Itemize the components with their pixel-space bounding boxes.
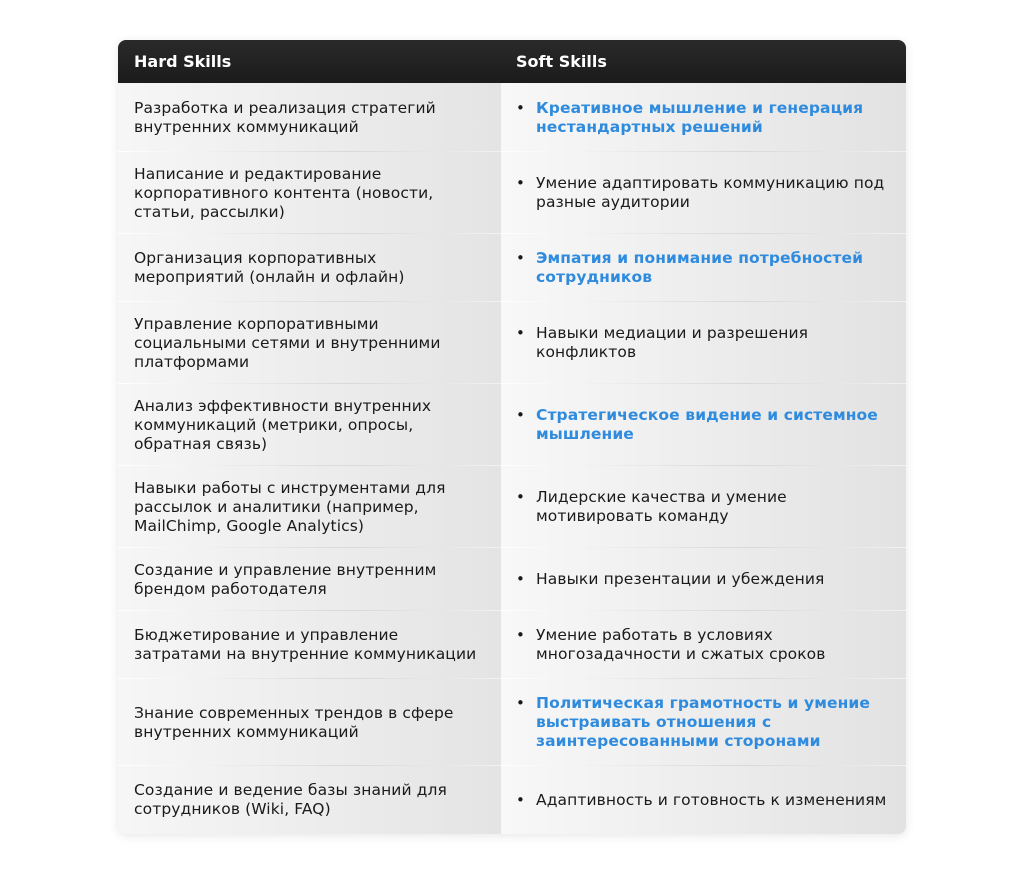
soft-skill-text: Адаптивность и готовность к изменениям (536, 790, 887, 809)
hard-skill-cell: Создание и ведение базы знаний для сотрудников (Wiki, FAQ) (134, 781, 447, 818)
soft-skill-cell (501, 679, 906, 766)
hard-skill-cell: Написание и редактирование корпоративного контента (новости, статьи, рассылки) (118, 152, 501, 234)
bullet-icon: • (516, 694, 525, 712)
soft-skills-column (501, 83, 906, 834)
soft-skill-text: Эмпатия и понимание потребностей сотрудников (536, 249, 864, 286)
hard-skills-column (118, 83, 501, 834)
bullet-icon: • (516, 570, 525, 588)
bullet-icon: • (516, 249, 525, 267)
bullet-icon: • (516, 406, 525, 424)
soft-skill-text: Навыки медиации и разрешения конфликтов (536, 324, 809, 361)
soft-skill-text: Умение адаптировать коммуникацию под разные аудитории (536, 174, 885, 211)
bullet-icon: • (516, 174, 525, 192)
soft-skill-text: Креативное мышление и генерация нестандартных решений (536, 98, 864, 136)
bullet-icon: • (516, 790, 525, 809)
bullet-icon: • (516, 98, 525, 117)
soft-skill-cell (501, 234, 906, 302)
soft-skill-cell (501, 466, 906, 548)
hard-skill-cell: Знание современных трендов в сфере внутренних коммуникаций (118, 679, 501, 766)
hard-skill-cell: Управление корпоративными социальными сетями и внутренними платформами (118, 302, 501, 384)
hard-skill-cell: Разработка и реализация стратегий внутренних коммуникаций (118, 83, 501, 152)
skills-table (118, 40, 906, 834)
hard-skill-cell: Навыки работы с инструментами для рассылок и аналитики (например, MailChimp, Google Analytics) (118, 466, 501, 548)
header-hard-skills: Hard Skills (134, 52, 232, 71)
soft-skill-cell (501, 152, 906, 234)
soft-skill-cell (501, 302, 906, 384)
soft-skill-text: Политическая грамотность и умение выстраивать отношения с заинтересованными сторонами (536, 694, 870, 750)
soft-skill-cell (501, 83, 906, 152)
soft-skill-cell (501, 548, 906, 611)
soft-skill-cell (501, 766, 906, 834)
soft-skill-cell (501, 611, 906, 679)
hard-skill-cell: Организация корпоративных мероприятий (онлайн и офлайн) (118, 234, 501, 302)
table-body (118, 83, 906, 834)
hard-skill-cell: Бюджетирование и управление затратами на внутренние коммуникации (118, 611, 501, 679)
soft-skill-text: Лидерские качества и умение мотивировать команду (536, 488, 787, 525)
header-soft-skills: Soft Skills (516, 52, 607, 71)
bullet-icon: • (516, 488, 525, 506)
bullet-icon: • (516, 626, 525, 644)
table-header (118, 40, 906, 83)
soft-skill-text: Навыки презентации и убеждения (536, 570, 825, 588)
soft-skill-text: Стратегическое видение и системное мышление (536, 406, 878, 443)
soft-skill-text: Умение работать в условиях многозадачности и сжатых сроков (536, 626, 826, 663)
bullet-icon: • (516, 324, 525, 342)
hard-skill-cell: Создание и управление внутренним брендом работодателя (118, 548, 501, 611)
hard-skill-cell: Анализ эффективности внутренних коммуникаций (метрики, опросы, обратная связь) (118, 384, 501, 466)
soft-skill-cell (501, 384, 906, 466)
